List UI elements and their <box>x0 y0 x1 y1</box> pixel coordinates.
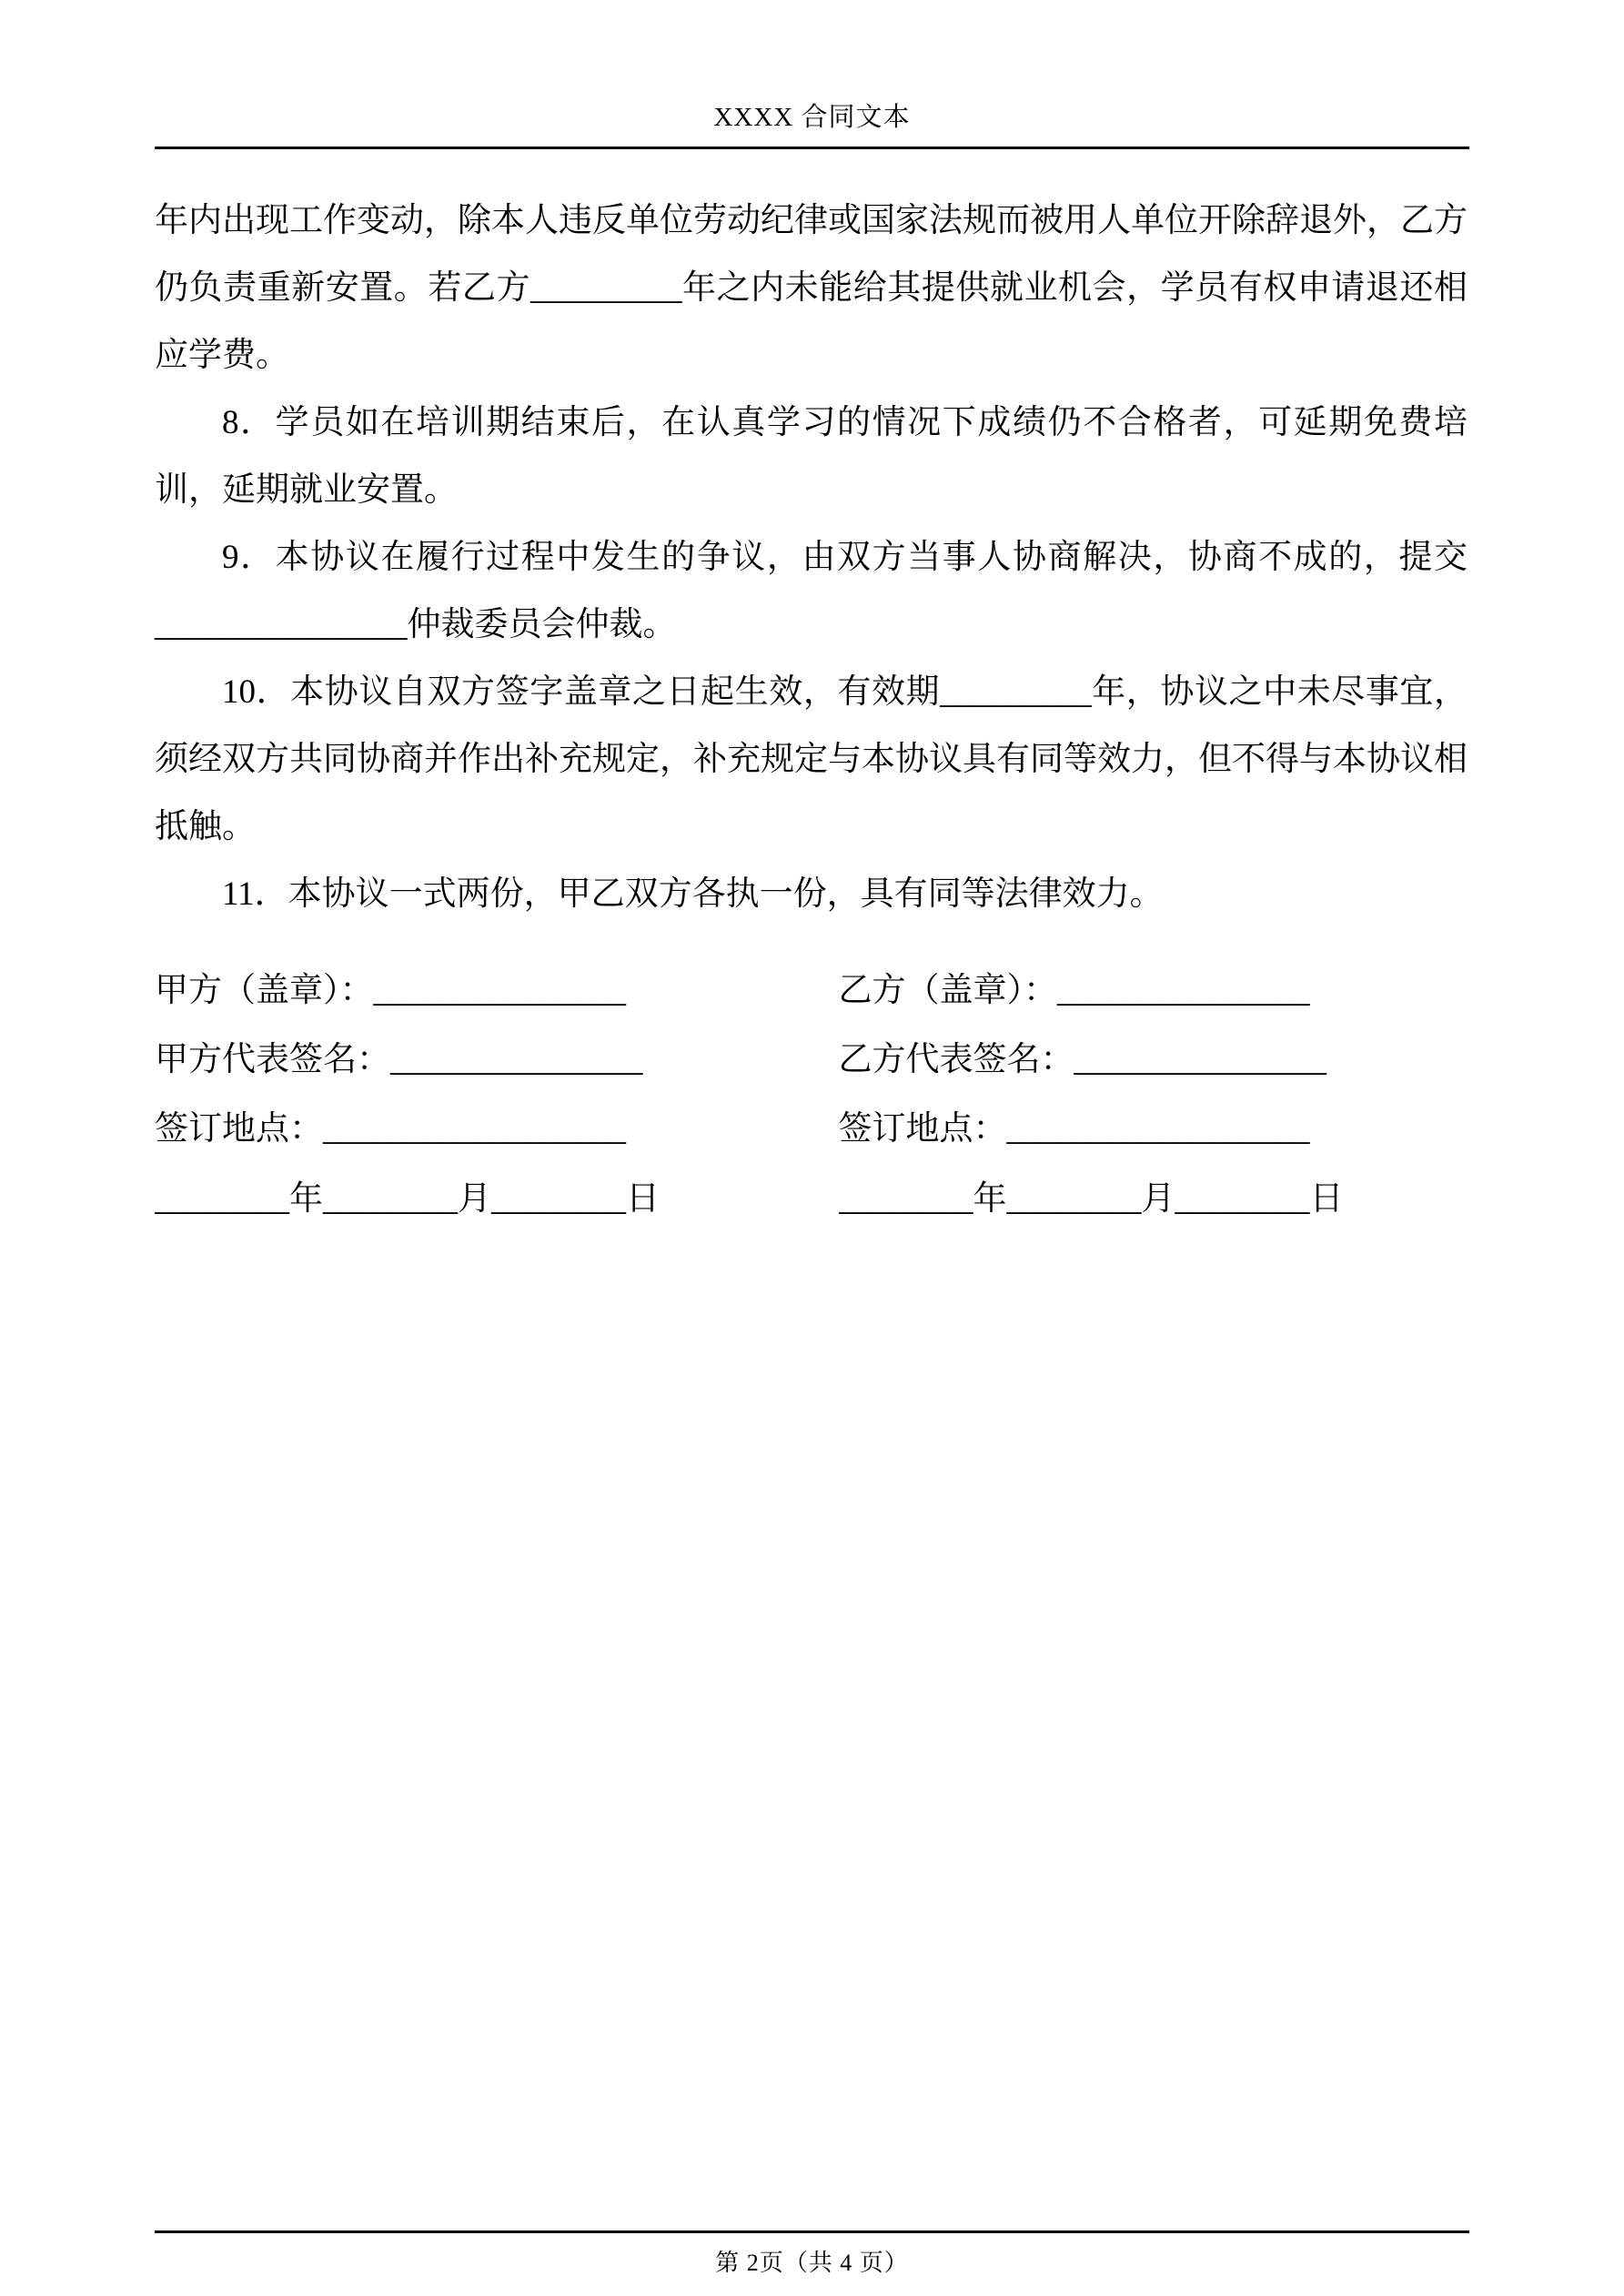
party-b-date-line: ________年________月________日 <box>838 1179 1344 1218</box>
party-a-signing-place-line: 签订地点：__________________ <box>155 1110 626 1148</box>
document-header-title: XXXX 合同文本 <box>713 103 911 132</box>
signature-grid <box>155 970 1468 1220</box>
party-b-seal-line: 乙方（盖章）：_______________ <box>838 971 1310 1009</box>
document-header <box>0 0 1624 149</box>
clause-11-paragraph: 11．本协议一式两份，甲乙双方各执一份，具有同等法律效力。 <box>222 875 1164 913</box>
party-b-representative-signature-line: 乙方代表签名：_______________ <box>838 1041 1326 1079</box>
clause-9-paragraph: 9．本协议在履行过程中发生的争议，由双方当事人协商解决，协商不成的，提交_______________仲裁委员会仲裁。 <box>155 538 1468 643</box>
clause-7-continuation-paragraph: 年内出现工作变动，除本人违反单位劳动纪律或国家法规而被用人单位开除辞退外，乙方仍负责重新安置。若乙方_________年之内未能给其提供就业机会，学员有权申请退还相应学费。 <box>155 201 1468 374</box>
contract-body <box>155 187 1468 928</box>
signature-section <box>155 970 1468 1220</box>
footer-divider <box>155 2230 1469 2233</box>
party-a-seal-line: 甲方（盖章）：_______________ <box>155 971 626 1009</box>
party-b-signing-place-line: 签订地点：__________________ <box>838 1110 1310 1148</box>
party-a-representative-signature-line: 甲方代表签名：_______________ <box>155 1041 643 1079</box>
header-divider <box>155 147 1469 149</box>
clause-8-paragraph: 8．学员如在培训期结束后，在认真学习的情况下成绩仍不合格者，可延期免费培训，延期就业安置。 <box>155 403 1468 509</box>
clause-10-paragraph: 10．本协议自双方签字盖章之日起生效，有效期_________年，协议之中未尽事宜，须经双方共同协商并作出补充规定，补充规定与本协议具有同等效力，但不得与本协议相抵触。 <box>155 673 1468 845</box>
page-number: 第 2页（共 4 页） <box>715 2250 909 2276</box>
document-footer <box>0 2230 1624 2278</box>
party-a-date-line: ________年________月________日 <box>155 1179 660 1218</box>
